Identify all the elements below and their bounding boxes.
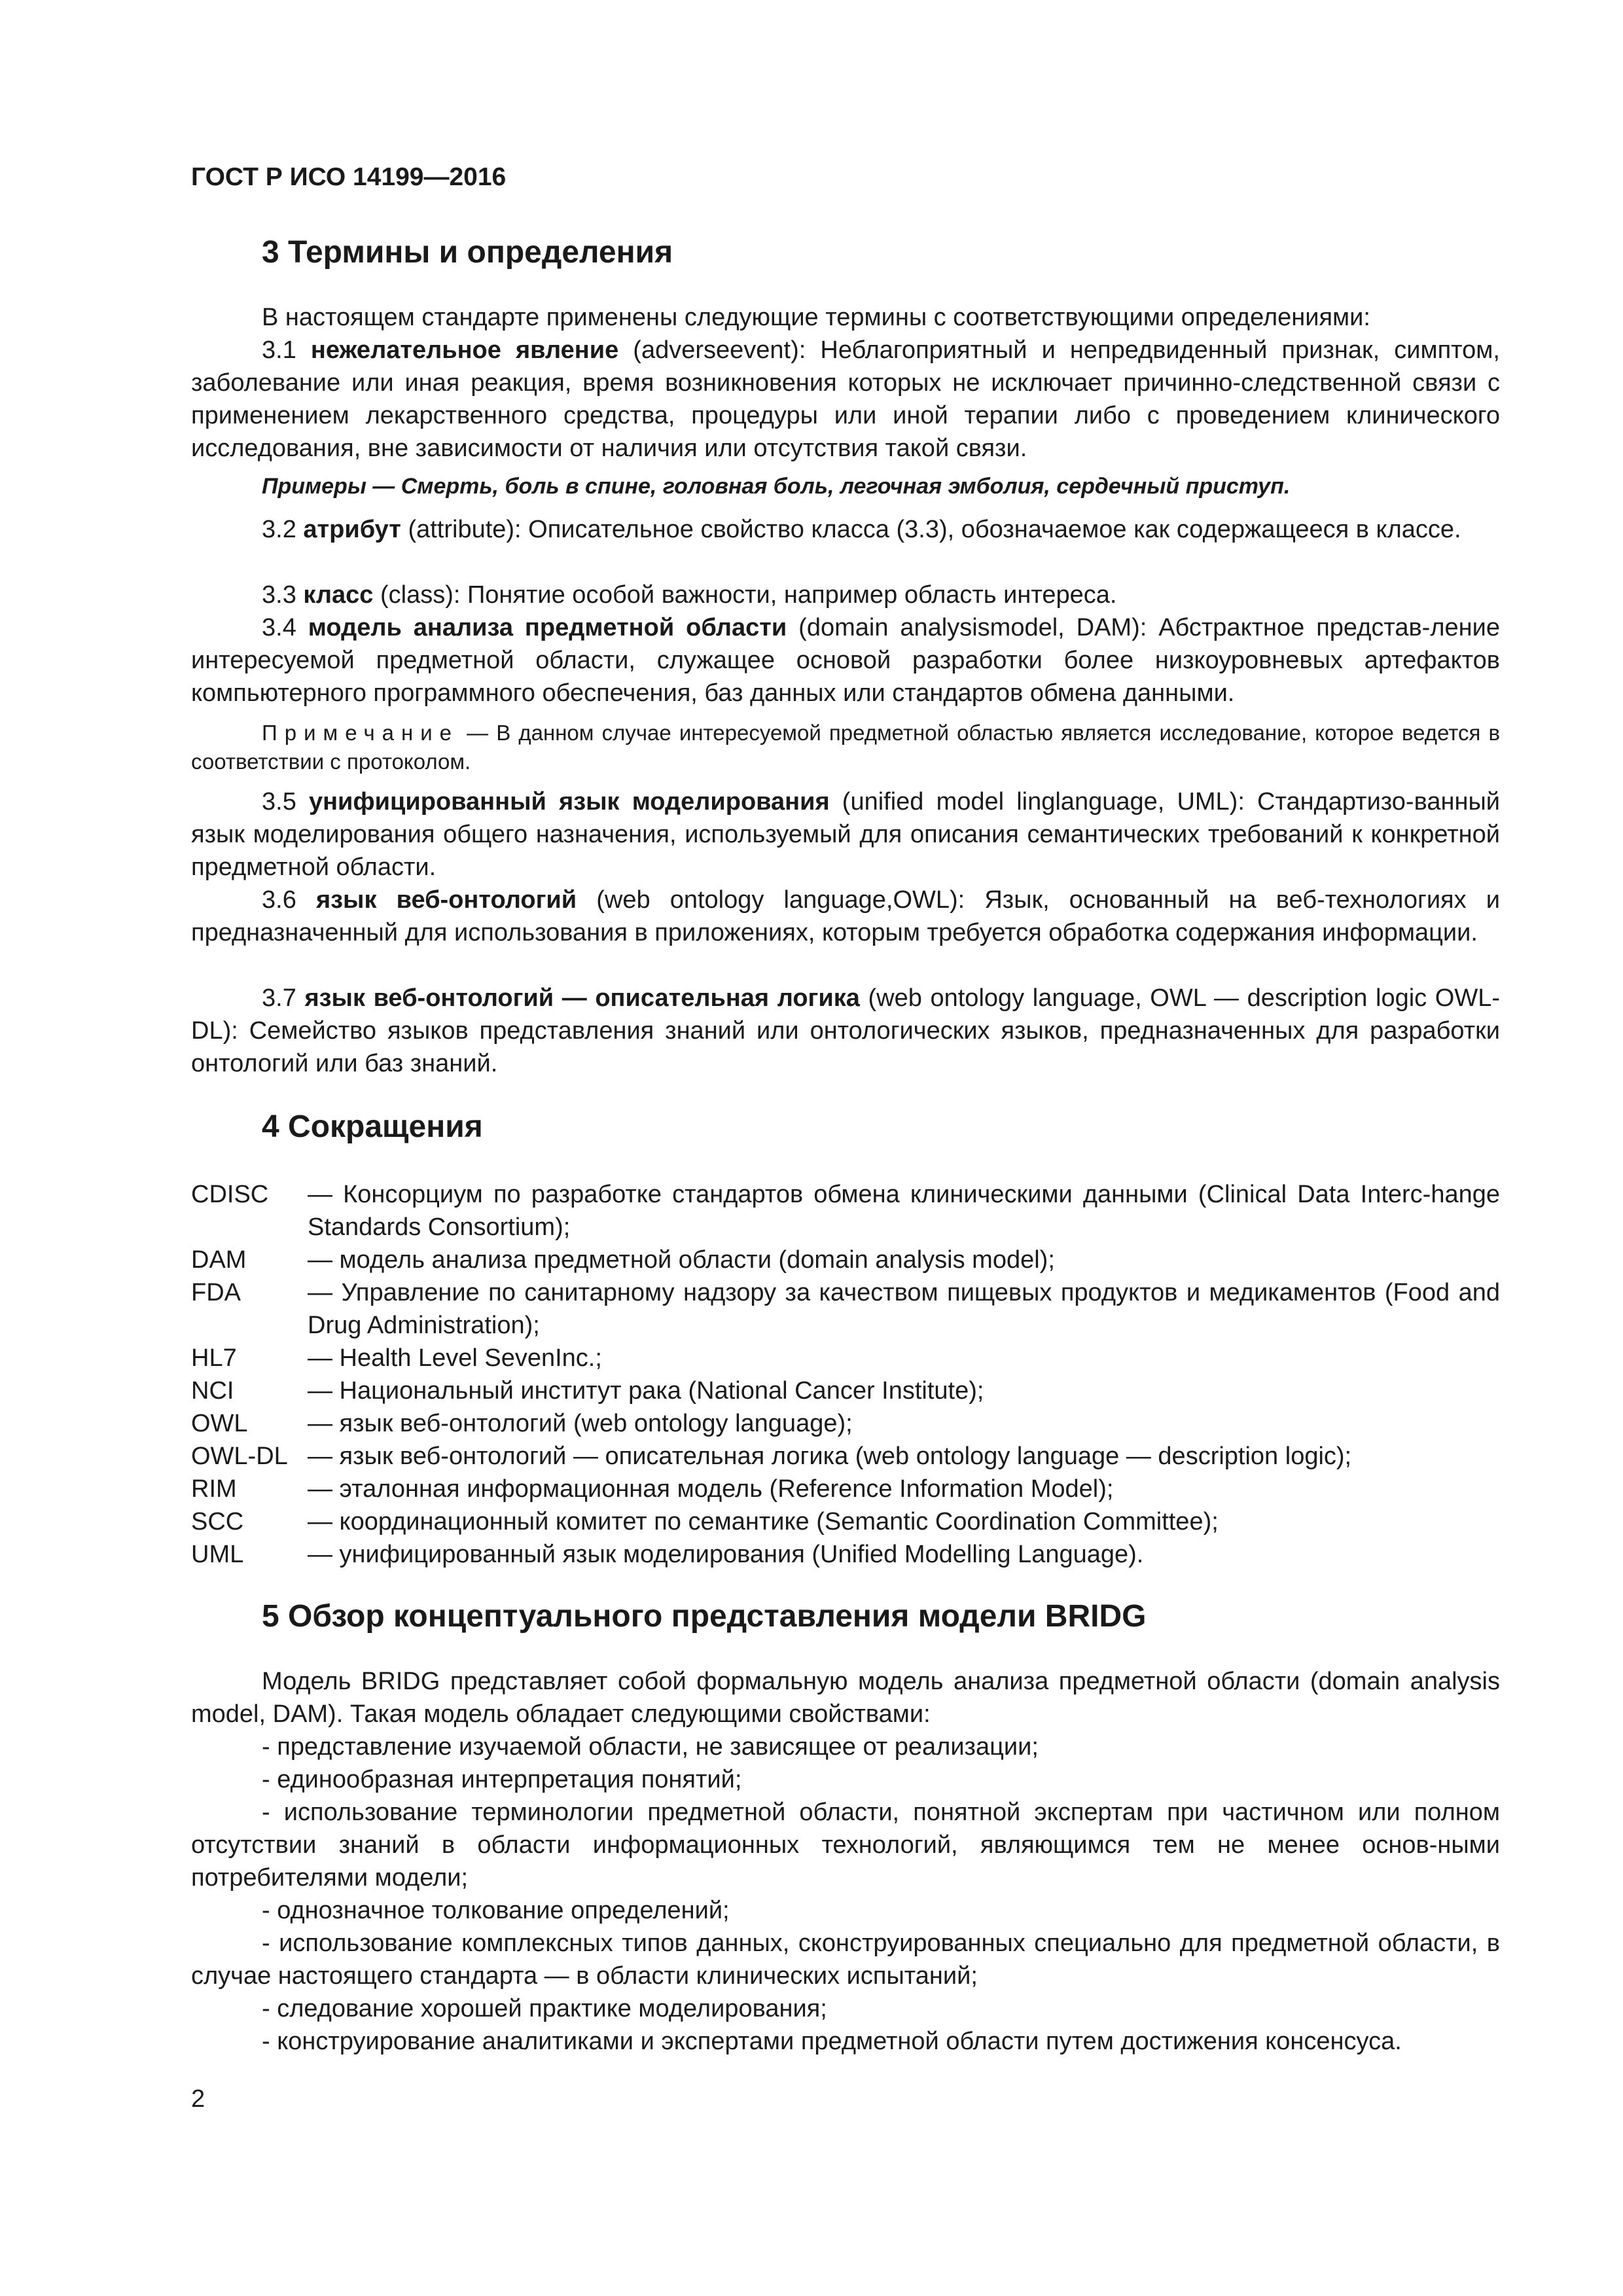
- note-label: Примечание: [262, 721, 459, 745]
- abbr-code: HL7: [191, 1344, 237, 1372]
- abbr-definition: — эталонная информационная модель (Reference Information Model);: [308, 1475, 1114, 1503]
- term-name: унифицированный язык моделирования: [308, 788, 830, 816]
- list-item: - однозначное толкование определений;: [262, 1897, 730, 1924]
- examples-line: Примеры — Смерть, боль в спине, головная боль, легочная эмболия, сердечный приступ.: [262, 474, 1291, 499]
- term-number: 3.3: [262, 581, 304, 609]
- abbr-code: OWL: [191, 1410, 248, 1437]
- term-3-2: [191, 513, 1500, 546]
- abbr-definition: — Управление по санитарному надзору за качеством пищевых продуктов и медикаментов (Food and Drug Administration);: [308, 1279, 1500, 1339]
- term-3-6: [191, 884, 1500, 949]
- term-definition: (attribute): Описательное свойство класса (3.3), обозначаемое как содержащееся в классе.: [401, 516, 1461, 543]
- term-name: атрибут: [303, 516, 401, 543]
- term-number: 3.6: [262, 886, 316, 914]
- abbr-code: UML: [191, 1541, 244, 1568]
- section-4-title: 4 Сокращения: [262, 1109, 483, 1144]
- term-name: язык веб-онтологий: [315, 886, 577, 914]
- abbr-code: RIM: [191, 1475, 237, 1503]
- section-5-intro: Модель BRIDG представляет собой формальную модель анализа предметной области (domain analysis model, DAM). Такая модель обладает следующими свойствами:: [191, 1668, 1500, 1728]
- list-item: - использование терминологии предметной области, понятной экспертам при частичном или полном отсутствии знаний в области информационных технологий, являющимся тем не менее основ-ными потребителями модели;: [191, 1799, 1500, 1892]
- properties-list: [191, 1731, 1500, 2058]
- section-3-intro: В настоящем стандарте применены следующие термины с соответствующими определениями:: [262, 304, 1370, 331]
- term-name: модель анализа предметной области: [308, 614, 787, 641]
- note-3-4: [191, 719, 1500, 776]
- term-3-5: [191, 785, 1500, 884]
- term-3-7: [191, 982, 1500, 1080]
- term-name: язык веб-онтологий — описательная логика: [304, 984, 860, 1012]
- list-item: - использование комплексных типов данных, сконструированных специально для предметной области, в случае настоящего стандарта — в области клинических испытаний;: [191, 1929, 1500, 1990]
- term-number: 3.1: [262, 336, 311, 364]
- term-definition: (domain analysismodel, DAM): Абстрактное представ-ление интересуемой предметной области, служащее основой разработки более низкоуровневых артефактов компьютерного программного обеспечения, баз данных или стандартов обмена данными.: [191, 614, 1500, 707]
- list-item: - единообразная интерпретация понятий;: [262, 1766, 742, 1793]
- abbr-definition: — модель анализа предметной области (domain analysis model);: [308, 1246, 1055, 1274]
- abbr-definition: — язык веб-онтологий — описательная логика (web ontology language — description logic);: [308, 1443, 1352, 1470]
- document-header: ГОСТ Р ИСО 14199—2016: [191, 163, 507, 191]
- section-3-title: 3 Термины и определения: [262, 235, 673, 270]
- term-number: 3.5: [262, 788, 309, 816]
- list-item: - конструирование аналитиками и экспертами предметной области путем достижения консенсуса.: [262, 2028, 1402, 2055]
- abbr-code: FDA: [191, 1279, 241, 1306]
- abbr-code: DAM: [191, 1246, 247, 1274]
- abbr-definition: — Национальный институт рака (National Cancer Institute);: [308, 1377, 984, 1405]
- list-item: - представление изучаемой области, не зависящее от реализации;: [262, 1733, 1039, 1761]
- list-item: - следование хорошей практике моделирования;: [262, 1995, 827, 2022]
- term-3-1: [191, 334, 1500, 465]
- term-definition: (web ontology language, OWL — description logic OWL-DL): Семейство языков представления знаний или онтологических языков, предназначенных для разработки онтологий или баз знаний.: [191, 984, 1500, 1077]
- page-number: 2: [191, 2085, 205, 2113]
- abbr-code: OWL-DL: [191, 1443, 288, 1470]
- term-definition: (unified model linglanguage, UML): Стандартизо-ванный язык моделирования общего назначения, используемый для описания семантических требований к конкретной предметной области.: [191, 788, 1500, 881]
- term-name: класс: [303, 581, 374, 609]
- term-number: 3.4: [262, 614, 308, 641]
- abbr-definition: — координационный комитет по семантике (Semantic Coordination Committee);: [308, 1508, 1219, 1535]
- abbr-definition: — язык веб-онтологий (web ontology language);: [308, 1410, 853, 1437]
- abbr-code: NCI: [191, 1377, 234, 1405]
- abbr-code: CDISC: [191, 1181, 269, 1208]
- abbr-definition: — унифицированный язык моделирования (Unified Modelling Language).: [308, 1541, 1144, 1568]
- abbr-definition: — Консорциум по разработке стандартов обмена клиническими данными (Clinical Data Interc-hange Standards Consortium);: [308, 1181, 1500, 1241]
- term-number: 3.2: [262, 516, 304, 543]
- note-text: — В данном случае интересуемой предметной областью является исследование, которое ведется в соответствии с протоколом.: [191, 721, 1500, 774]
- term-definition: (class): Понятие особой важности, например область интереса.: [373, 581, 1117, 609]
- section-5-title: 5 Обзор концептуального представления модели BRIDG: [262, 1599, 1147, 1634]
- term-name: нежелательное явление: [310, 336, 619, 364]
- term-3-4: [191, 611, 1500, 709]
- abbr-code: SCC: [191, 1508, 244, 1535]
- abbr-definition: — Health Level SevenInc.;: [308, 1344, 602, 1372]
- term-number: 3.7: [262, 984, 305, 1012]
- term-definition: (web ontology language,OWL): Язык, основанный на веб-технологиях и предназначенный для использования в приложениях, которым требуется обработка содержания информации.: [191, 886, 1500, 946]
- term-definition: (adverseevent): Неблагоприятный и непредвиденный признак, симптом, заболевание или иная реакция, время возникновения которых не исключает причинно-следственной связи с применением лекарственного средства, процедуры или иной терапии либо с проведением клинического исследования, вне зависимости от наличия или отсутствия такой связи.: [191, 336, 1500, 462]
- term-3-3: [191, 579, 1500, 611]
